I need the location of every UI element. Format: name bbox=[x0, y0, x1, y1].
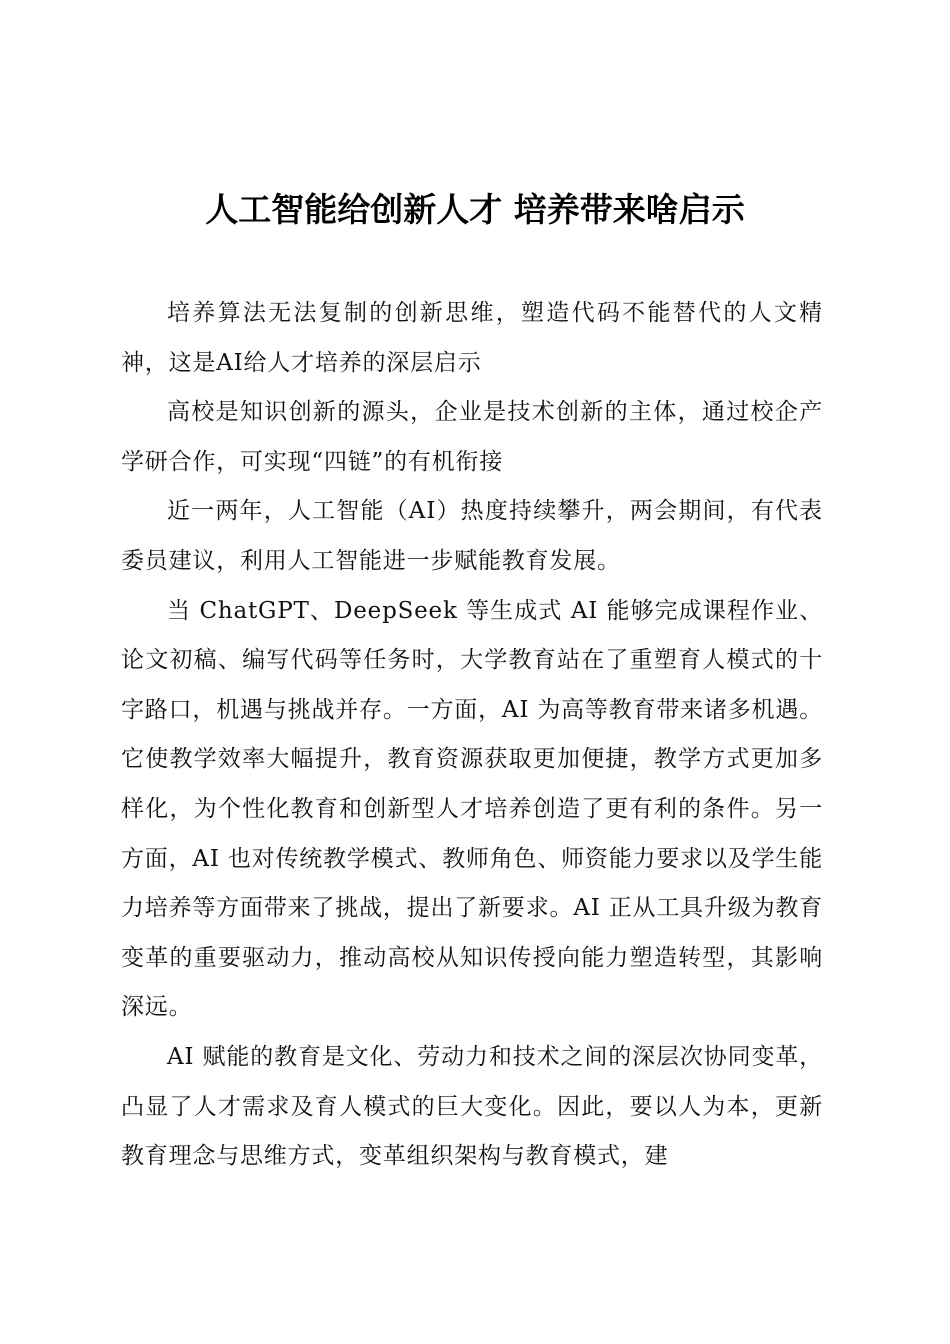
document-title: 人工智能给创新人才 培养带来啥启示 bbox=[205, 190, 745, 229]
paragraph: 近一两年，人工智能（AI）热度持续攀升，两会期间，有代表委员建议，利用人工智能进一步赋能教育发展。 bbox=[121, 498, 823, 574]
paragraph: 培养算法无法复制的创新思维，塑造代码不能替代的人文精神，这是AI给人才培养的深层启示 bbox=[121, 300, 823, 376]
paragraph: 当 ChatGPT、DeepSeek 等生成式 AI 能够完成课程作业、论文初稿、编写代码等任务时，大学教育站在了重塑育人模式的十字路口，机遇与挑战并存。一方面，AI 为高等教育带来诸多机遇。它使教学效率大幅提升，教育资源获取更加便捷，教学方式更加多样化，为个性化教育和创新型人才培养创造了更有利的条件。另一方面，AI 也对传统教学模式、教师角色、师资能力要求以及学生能力培养等方面带来了挑战，提出了新要求。AI 正从工具升级为教育变革的重要驱动力，推动高校从知识传授向能力塑造转型，其影响深远。 bbox=[121, 597, 823, 1021]
paragraph: 高校是知识创新的源头，企业是技术创新的主体，通过校企产学研合作，可实现“四链”的有机衔接 bbox=[121, 399, 823, 475]
paragraph: AI 赋能的教育是文化、劳动力和技术之间的深层次协同变革，凸显了人才需求及育人模式的巨大变化。因此，要以人为本，更新教育理念与思维方式，变革组织架构与教育模式，建 bbox=[121, 1043, 823, 1170]
document-body bbox=[121, 289, 823, 1182]
